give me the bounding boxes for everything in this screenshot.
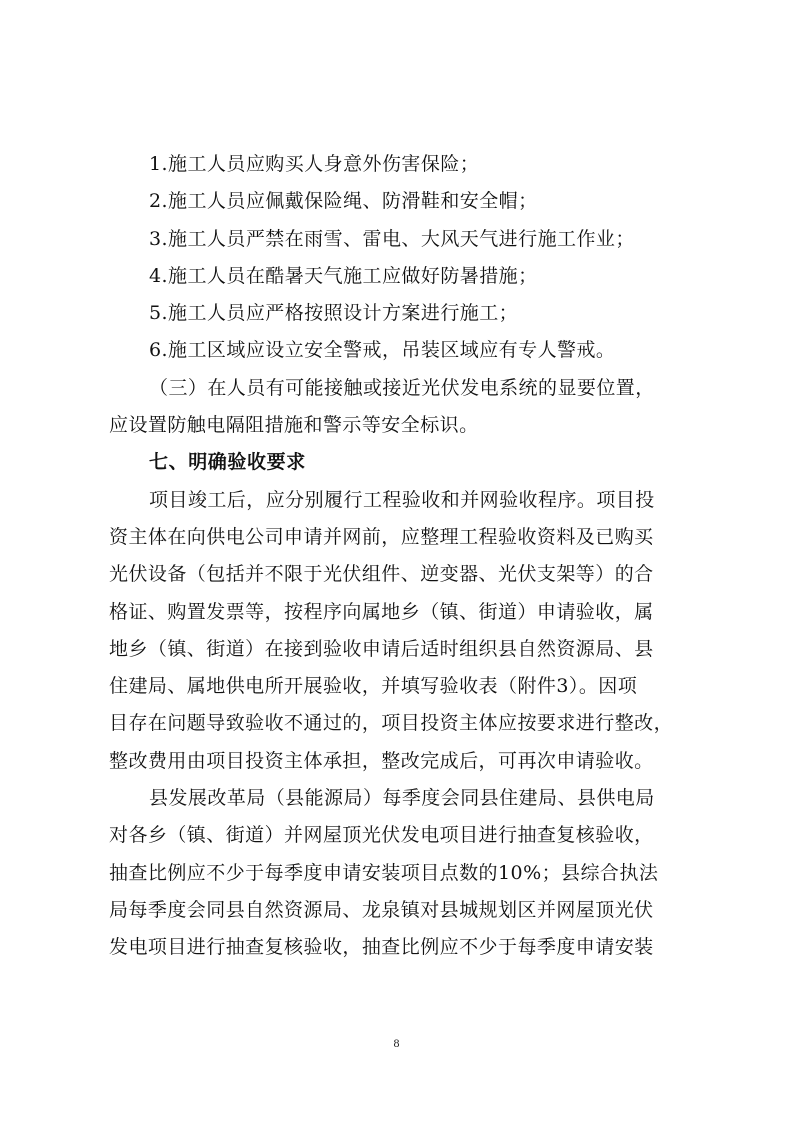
section-heading: 七、明确验收要求	[149, 451, 306, 474]
paragraph-safety-signs	[109, 370, 697, 445]
paragraph-line: 项目竣工后，应分别履行工程验收和并网验收程序。项目投	[149, 488, 655, 511]
paragraph-line: 发电项目进行抽查复核验收，抽查比例应不少于每季度申请安装	[109, 936, 654, 959]
paragraph-line: 抽查比例应不少于每季度申请安装项目点数的10%；县综合执法	[109, 861, 659, 884]
paragraph-line: 对各乡（镇、街道）并网屋顶光伏发电项目进行抽查复核验收，	[109, 824, 654, 847]
paragraph-line: 局每季度会同县自然资源局、龙泉镇对县城规划区并网屋顶光伏	[109, 898, 654, 921]
list-item-1: 1.施工人员应购买人身意外伤害保险；	[149, 153, 480, 175]
paragraph-line: （三）在人员有可能接触或接近光伏发电系统的显要位置，	[149, 376, 655, 399]
list-item-6: 6.施工区域应设立安全警戒，吊装区域应有专人警戒。	[149, 339, 616, 362]
paragraph-line: 县发展改革局（县能源局）每季度会同县住建局、县供电局	[149, 787, 655, 810]
paragraph-line: 应设置防触电隔阻措施和警示等安全标识。	[109, 414, 479, 437]
paragraph-line: 整改费用由项目投资主体承担，整改完成后，可再次申请验收。	[109, 749, 654, 772]
page-number: 8	[393, 1036, 400, 1050]
paragraph-acceptance	[109, 482, 697, 780]
list-item-4: 4.施工人员在酷暑天气施工应做好防暑措施；	[149, 264, 538, 287]
page-body	[109, 146, 697, 967]
list-item-2: 2.施工人员应佩戴保险绳、防滑鞋和安全帽；	[149, 190, 538, 213]
paragraph-line: 光伏设备（包括并不限于光伏组件、逆变器、光伏支架等）的合	[109, 563, 654, 586]
paragraph-line: 格证、购置发票等，按程序向属地乡（镇、街道）申请验收，属	[109, 600, 654, 623]
paragraph-inspection	[109, 780, 697, 966]
paragraph-line: 资主体在向供电公司申请并网前，应整理工程验收资料及已购买	[109, 525, 654, 548]
paragraph-line: 住建局、属地供电所开展验收，并填写验收表（附件3）。因项	[109, 675, 638, 698]
paragraph-line: 地乡（镇、街道）在接到验收申请后适时组织县自然资源局、县	[109, 637, 654, 660]
list-item-3: 3.施工人员严禁在雨雪、雷电、大风天气进行施工作业；	[149, 227, 635, 250]
list-item-5: 5.施工人员应严格按照设计方案进行施工；	[149, 302, 519, 325]
paragraph-line: 目存在问题导致验收不通过的，项目投资主体应按要求进行整改，	[109, 712, 674, 735]
